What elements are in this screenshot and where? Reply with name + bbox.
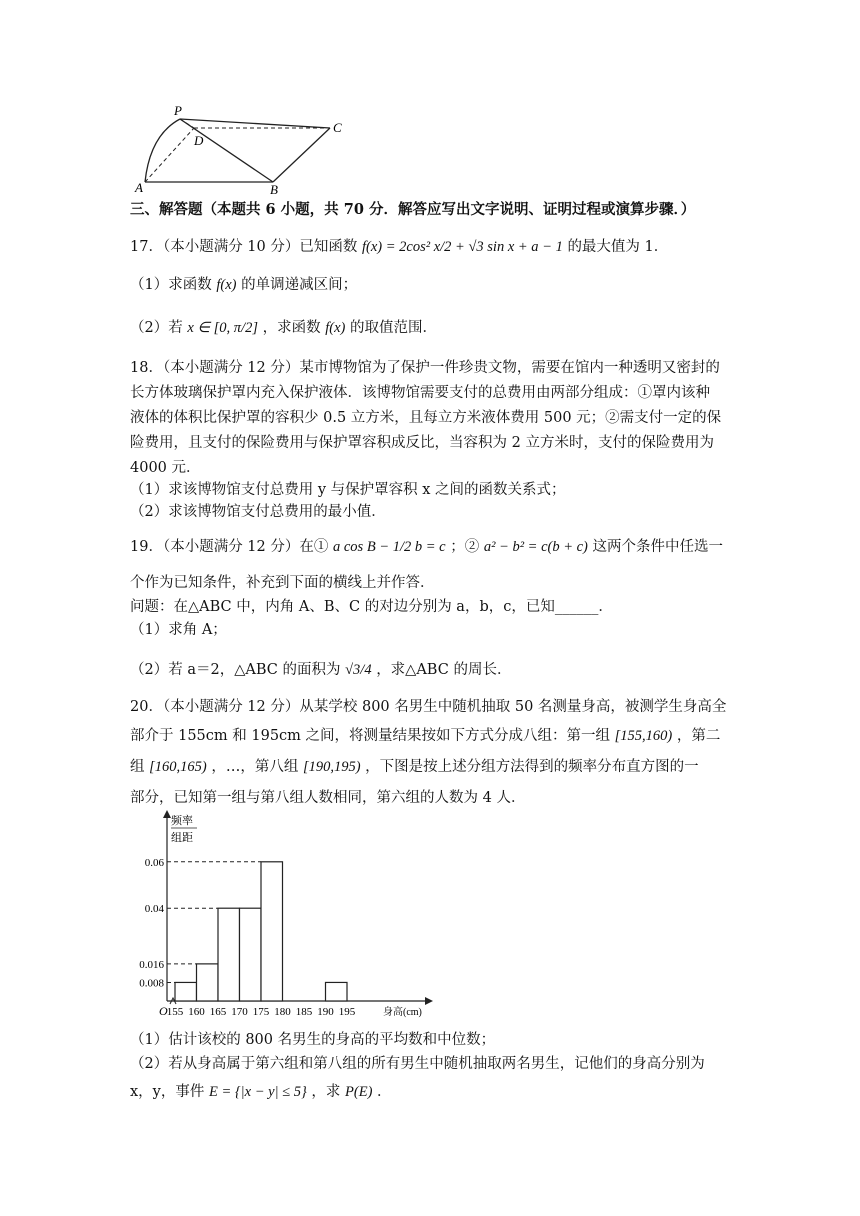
q20-l3-post: ，下图是按上述分组方法得到的频率分布直方图的一 xyxy=(365,759,699,775)
q17-formula: f(x) = 2cos² x/2 + √3 sin x + a − 1 xyxy=(361,239,563,255)
x-tick-label: 185 xyxy=(295,1006,313,1018)
q20-line2 xyxy=(130,726,720,746)
y-label-top: 频率 xyxy=(171,815,193,827)
q19-part1: （1）求角 A； xyxy=(130,622,227,638)
q19-p2-fraction: √3/4 xyxy=(345,662,372,678)
y-tick-label: 0.016 xyxy=(139,958,164,971)
q17-p2-func: f(x) xyxy=(325,320,346,336)
q19-stem xyxy=(130,537,723,557)
x-tick-label: 165 xyxy=(209,1006,227,1018)
label-P: P xyxy=(174,103,182,118)
label-A: A xyxy=(135,180,143,195)
histogram-chart xyxy=(130,808,440,1036)
x-tick-label: 160 xyxy=(188,1006,205,1018)
y-axis-arrow xyxy=(163,810,171,818)
dash-AD xyxy=(145,128,194,182)
q17-part1 xyxy=(130,275,357,295)
arc-AP xyxy=(145,119,180,182)
q20-part2: （2）若从身高属于第六组和第八组的所有男生中随机抽取两名男生，记他们的身高分别为 xyxy=(130,1056,705,1072)
q20-line4: 部分，已知第一组与第八组人数相同，第六组的人数为 4 人． xyxy=(130,790,526,806)
x-axis-label: 身高(cm) xyxy=(383,1007,422,1018)
q20-line1: 20．（本小题满分 12 分）从某学校 800 名男生中随机抽取 50 名测量身高，被测学生身高全 xyxy=(130,699,727,715)
q20-p2b-post: ． xyxy=(377,1084,392,1100)
q20-line3 xyxy=(130,757,699,777)
x-axis-arrow xyxy=(425,997,433,1005)
q18-part2: （2）求该博物馆支付总费用的最小值． xyxy=(130,504,386,520)
q18-line3: 液体的体积比保护罩的容积少 0.5 立方米，且每立方米液体费用 500 元；②需支付一定的保 xyxy=(130,410,722,426)
geometry-figure xyxy=(130,100,350,195)
y-tick-label: 0.008 xyxy=(139,977,164,990)
q17-head: 17．（本小题满分 10 分）已知函数 xyxy=(130,239,358,255)
q20-part2b xyxy=(130,1082,392,1102)
q19-part2 xyxy=(130,660,511,680)
q20-l2-post: ，第二 xyxy=(676,728,721,744)
q17-part2 xyxy=(130,318,437,338)
label-C: C xyxy=(333,120,342,135)
q19-condition1: a cos B − 1/2 b = c xyxy=(332,539,446,555)
q20-l3-mid: ，…，第八组 xyxy=(211,759,299,775)
q20-event: E = {|x − y| ≤ 5} xyxy=(208,1084,307,1100)
q19-mid: ；② xyxy=(450,539,480,555)
q20-interval3: [190,195) xyxy=(302,759,361,775)
q18-part1: （1）求该博物馆支付总费用 y 与保护罩容积 x 之间的函数关系式； xyxy=(130,482,566,498)
q17-p2-pre: （2）若 xyxy=(130,320,183,336)
edge-PC xyxy=(180,119,330,128)
y-tick-label: 0.06 xyxy=(144,856,164,869)
q17-p1-pre: （1）求函数 xyxy=(130,277,212,293)
x-tick-label: 195 xyxy=(338,1006,356,1018)
origin-label: O xyxy=(159,1004,168,1018)
q17-p2-post: 的取值范围． xyxy=(349,320,437,336)
q17-stem xyxy=(130,237,668,257)
histogram-bar xyxy=(175,982,197,1001)
q19-condition2: a² − b² = c(b + c) xyxy=(483,539,588,555)
q20-l3-pre: 组 xyxy=(130,759,145,775)
q20-interval2: [160,165) xyxy=(149,759,207,775)
q20-p2b-pre: x，y，事件 xyxy=(130,1084,205,1100)
q19-p2-post: ，求△ABC 的周长． xyxy=(376,662,512,678)
x-tick-label: 175 xyxy=(252,1006,270,1018)
histogram-bar xyxy=(218,908,240,1001)
histogram-bar xyxy=(240,908,262,1001)
q17-p1-post: 的单调递减区间； xyxy=(241,277,358,293)
y-tick-label: 0.04 xyxy=(144,903,164,916)
q19-tail: 这两个条件中任选一 xyxy=(592,539,723,555)
histogram-bar xyxy=(197,964,219,1001)
q17-p1-func: f(x) xyxy=(216,277,237,293)
q17-tail: 的最大值为 1． xyxy=(567,239,669,255)
q18-line5: 4000 元． xyxy=(130,460,201,476)
q19-line2: 个作为已知条件，补充到下面的横线上并作答． xyxy=(130,575,435,591)
edge-BC xyxy=(273,128,330,182)
q20-interval1: [155,160) xyxy=(614,728,673,744)
label-B: B xyxy=(270,182,278,195)
q20-part1: （1）估计该校的 800 名男生的身高的平均数和中位数； xyxy=(130,1032,496,1048)
x-tick-label: 155 xyxy=(166,1006,184,1018)
x-tick-label: 190 xyxy=(317,1006,334,1018)
label-D: D xyxy=(194,133,204,148)
section-title: 三、解答题（本题共 6 小题，共 70 分．解答应写出文字说明、证明过程或演算步骤．） xyxy=(130,201,696,218)
x-tick-label: 170 xyxy=(231,1006,248,1018)
q20-probability: P(E) xyxy=(345,1084,373,1100)
q18-line1: 18．（本小题满分 12 分）某市博物馆为了保护一件珍贵文物，需要在馆内一种透明又密封的 xyxy=(130,360,720,376)
y-label-bottom: 组距 xyxy=(171,832,193,844)
histogram-bar xyxy=(326,982,348,1001)
q19-line3: 问题：在△ABC 中，内角 A、B、C 的对边分别为 a，b，c，已知______． xyxy=(130,599,613,615)
q17-p2-mid: ，求函数 xyxy=(262,320,321,336)
q18-line4: 险费用，且支付的保险费用与保护罩容积成反比，当容积为 2 立方米时，支付的保险费用为 xyxy=(130,435,714,451)
q17-p2-interval: x ∈ [0, π/2] xyxy=(187,320,258,336)
q19-p2-pre: （2）若 a＝2，△ABC 的面积为 xyxy=(130,662,341,678)
x-tick-label: 180 xyxy=(274,1006,291,1018)
q20-l2-pre: 部介于 155cm 和 195cm 之间，将测量结果按如下方式分成八组：第一组 xyxy=(130,728,611,744)
q19-head: 19．（本小题满分 12 分）在① xyxy=(130,539,329,555)
histogram-bar xyxy=(261,862,283,1001)
q20-p2b-mid: ，求 xyxy=(311,1084,341,1100)
q18-line2: 长方体玻璃保护罩内充入保护液体．该博物馆需要支付的总费用由两部分组成：①罩内该种 xyxy=(130,385,710,401)
